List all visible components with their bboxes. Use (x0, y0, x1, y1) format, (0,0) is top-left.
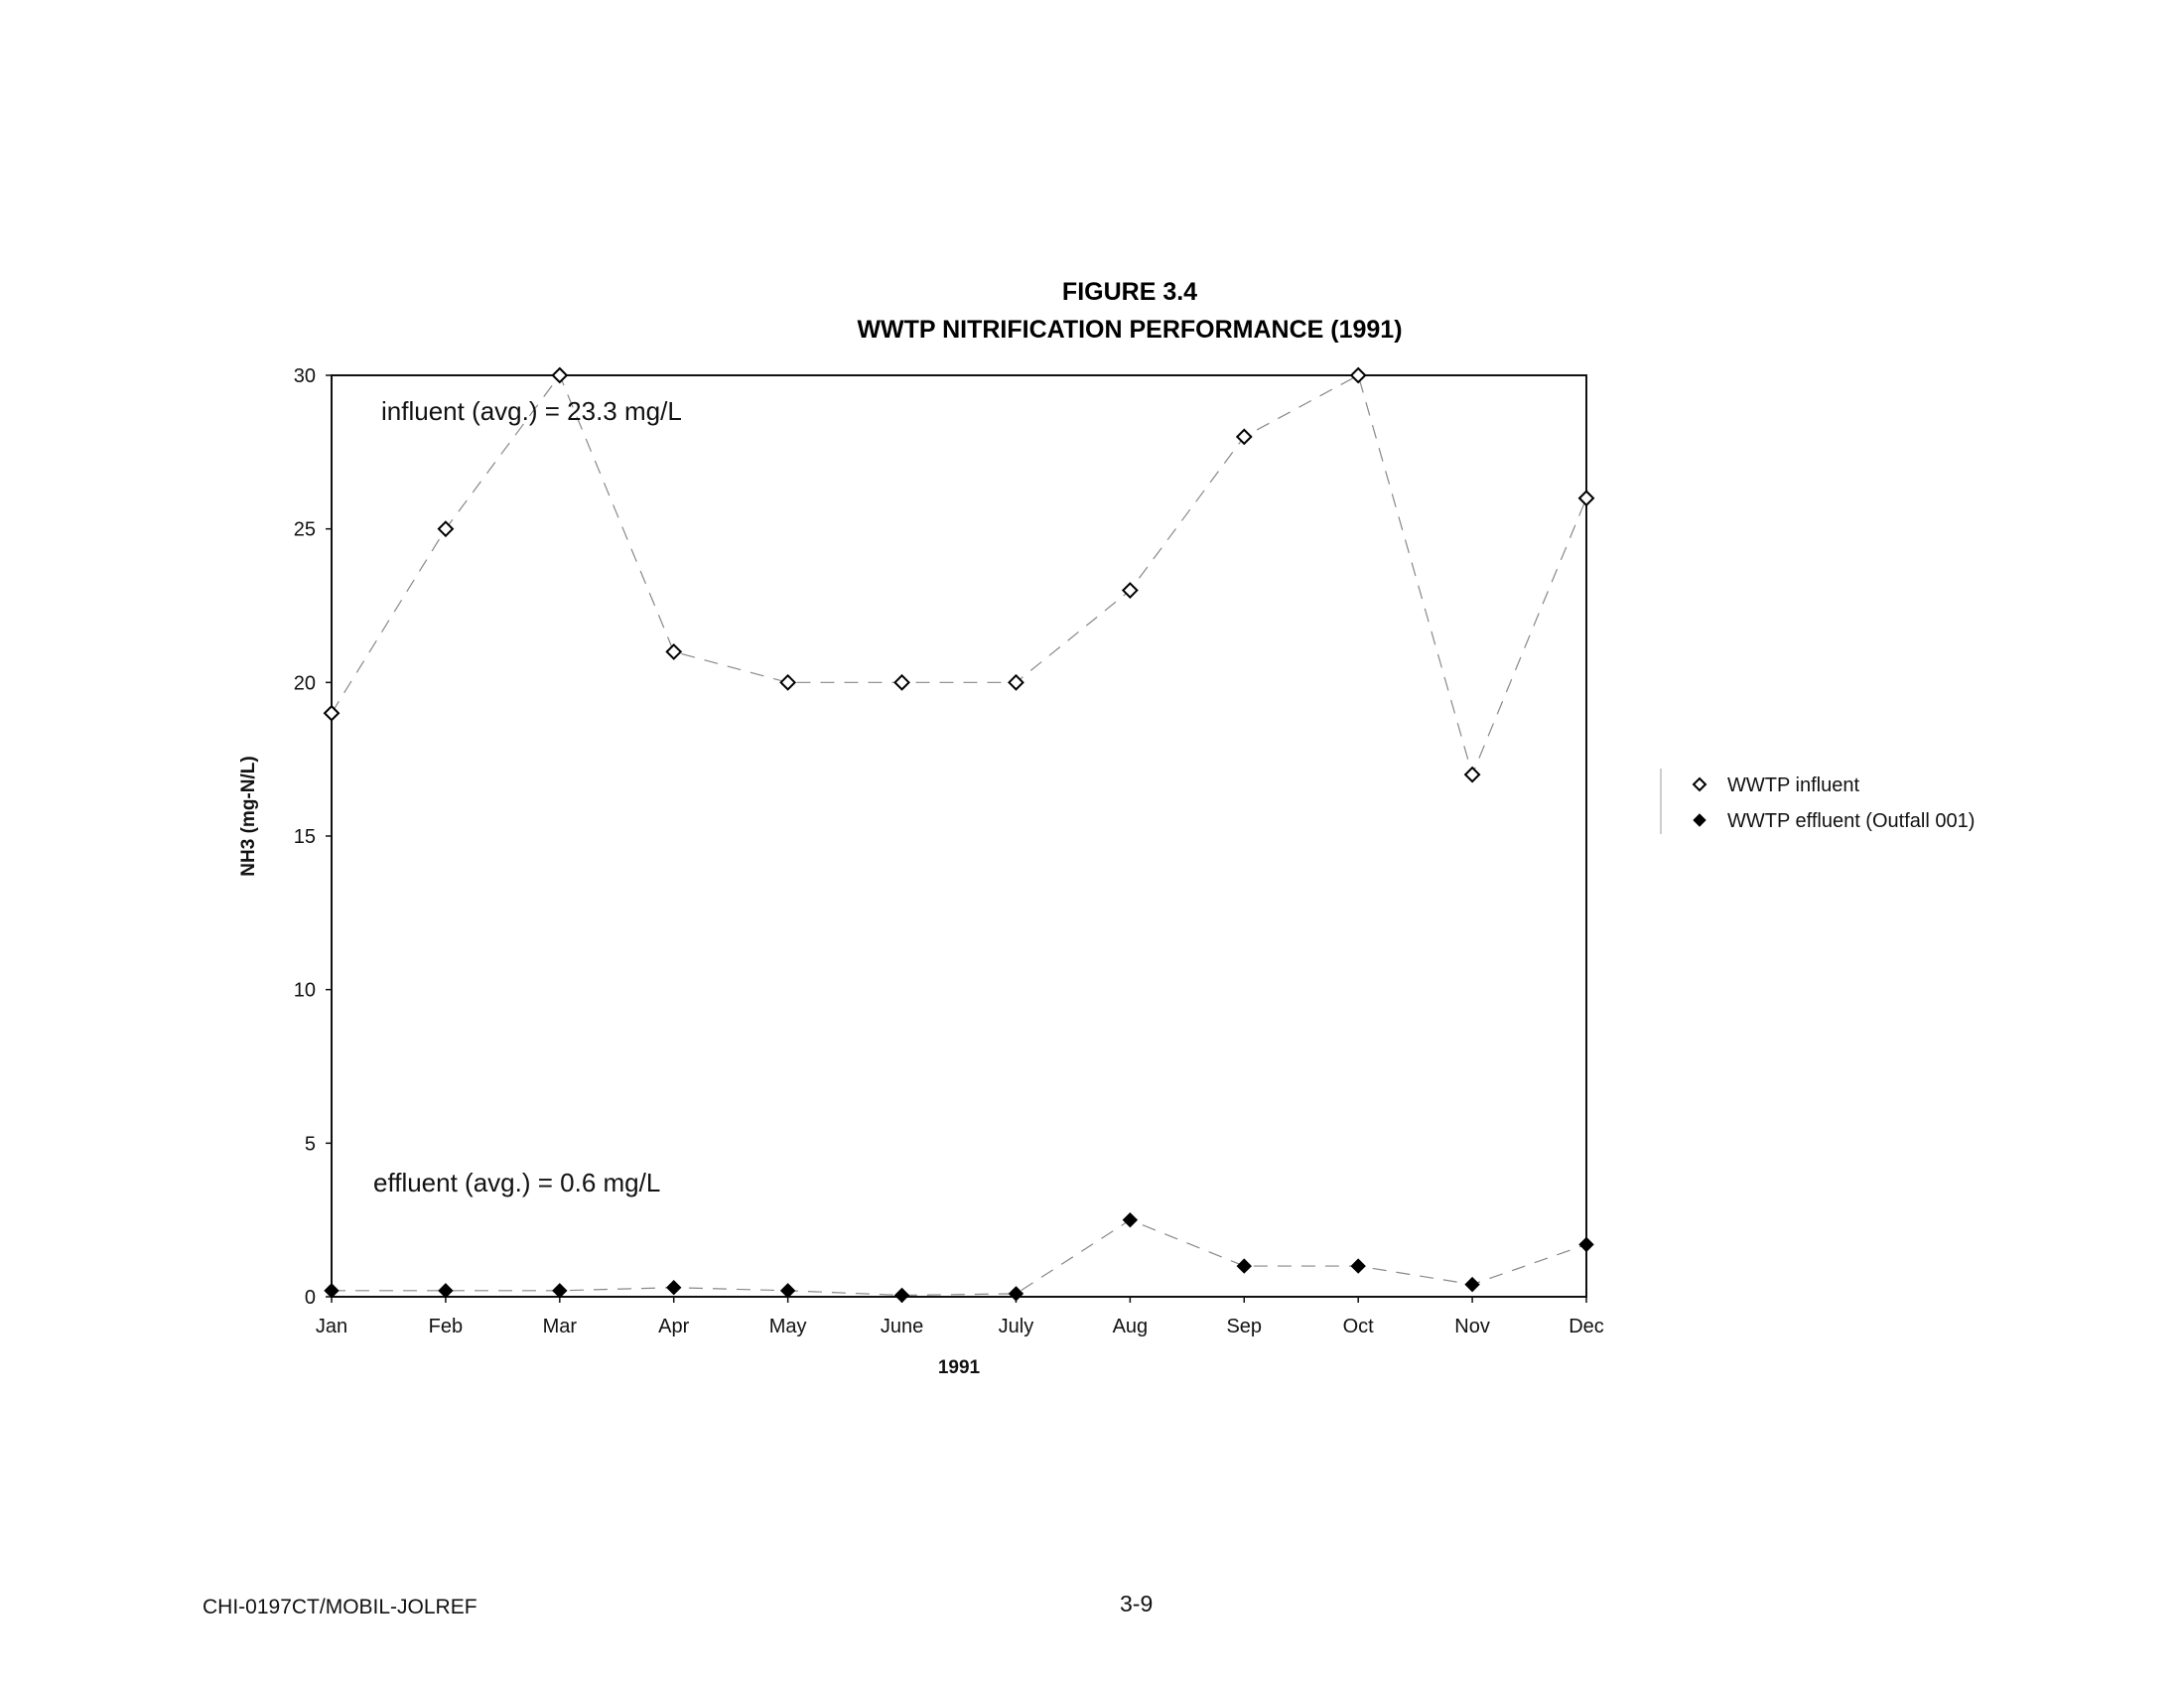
influent-point-sep (1237, 430, 1251, 444)
x-tick-label: Jan (315, 1316, 348, 1337)
x-axis-title: 1991 (937, 1357, 981, 1378)
x-tick-label: Aug (1112, 1316, 1149, 1337)
x-tick-label: May (768, 1316, 807, 1337)
influent-point-july (1009, 675, 1023, 689)
footer-document-id: CHI-0197CT/MOBIL-JOLREF (203, 1596, 478, 1618)
plot-frame (332, 375, 1586, 1297)
legend (1661, 769, 1975, 834)
effluent-point-june (895, 1288, 909, 1302)
influent-point-jan (325, 706, 339, 720)
influent-point-dec (1579, 491, 1593, 505)
x-tick-label: Sep (1226, 1316, 1263, 1337)
influent-point-apr (667, 644, 681, 658)
y-tick-label: 25 (293, 518, 316, 541)
effluent-point-dec (1579, 1237, 1593, 1251)
x-tick-label: Nov (1454, 1316, 1490, 1337)
y-tick-label: 5 (304, 1133, 316, 1156)
x-tick-label: Oct (1342, 1316, 1374, 1337)
chart-title: FIGURE 3.4 (1061, 278, 1198, 306)
effluent-point-sep (1237, 1259, 1251, 1273)
influent-point-feb (439, 522, 453, 536)
x-tick-label: July (998, 1316, 1034, 1337)
x-axis (316, 1297, 1604, 1337)
legend-marker-influent (1694, 778, 1706, 790)
series-lines (332, 375, 1586, 1295)
effluent-avg-annotation: effluent (avg.) = 0.6 mg/L (373, 1168, 661, 1197)
influent-point-nov (1465, 768, 1479, 781)
influent-point-may (781, 675, 795, 689)
y-axis (294, 365, 332, 1309)
effluent-point-mar (553, 1284, 567, 1298)
x-tick-label: Feb (428, 1316, 464, 1337)
legend-label-influent: WWTP influent (1727, 774, 1859, 796)
y-tick-label: 15 (293, 826, 316, 848)
influent-point-mar (553, 368, 567, 382)
effluent-point-may (781, 1284, 795, 1298)
x-tick-label: June (880, 1316, 924, 1337)
legend-label-effluent: WWTP effluent (Outfall 001) (1727, 810, 1976, 832)
effluent-point-nov (1465, 1278, 1479, 1292)
x-tick-label: Apr (658, 1316, 690, 1337)
influent-point-oct (1351, 368, 1365, 382)
influent-avg-annotation: influent (avg.) = 23.3 mg/L (381, 396, 682, 426)
influent-point-june (895, 675, 909, 689)
legend-marker-effluent (1694, 814, 1706, 826)
effluent-point-apr (667, 1281, 681, 1295)
footer-page-number: 3-9 (1120, 1591, 1154, 1616)
effluent-point-jan (325, 1284, 339, 1298)
series-line-influent (332, 375, 1586, 774)
effluent-point-aug (1123, 1213, 1137, 1227)
y-tick-label: 20 (293, 672, 316, 695)
x-tick-label: Mar (542, 1316, 578, 1337)
effluent-point-july (1009, 1287, 1023, 1301)
series-line-effluent (332, 1220, 1586, 1296)
chart-subtitle: WWTP NITRIFICATION PERFORMANCE (1991) (857, 316, 1403, 344)
effluent-point-feb (439, 1284, 453, 1298)
y-tick-label: 30 (293, 365, 316, 387)
influent-point-aug (1123, 584, 1137, 598)
effluent-point-oct (1351, 1259, 1365, 1273)
y-axis-title: NH3 (mg-N/L) (238, 756, 259, 877)
y-tick-label: 10 (293, 979, 316, 1002)
x-tick-label: Dec (1569, 1316, 1604, 1337)
series-markers (325, 368, 1593, 1302)
y-tick-label: 0 (304, 1287, 316, 1309)
